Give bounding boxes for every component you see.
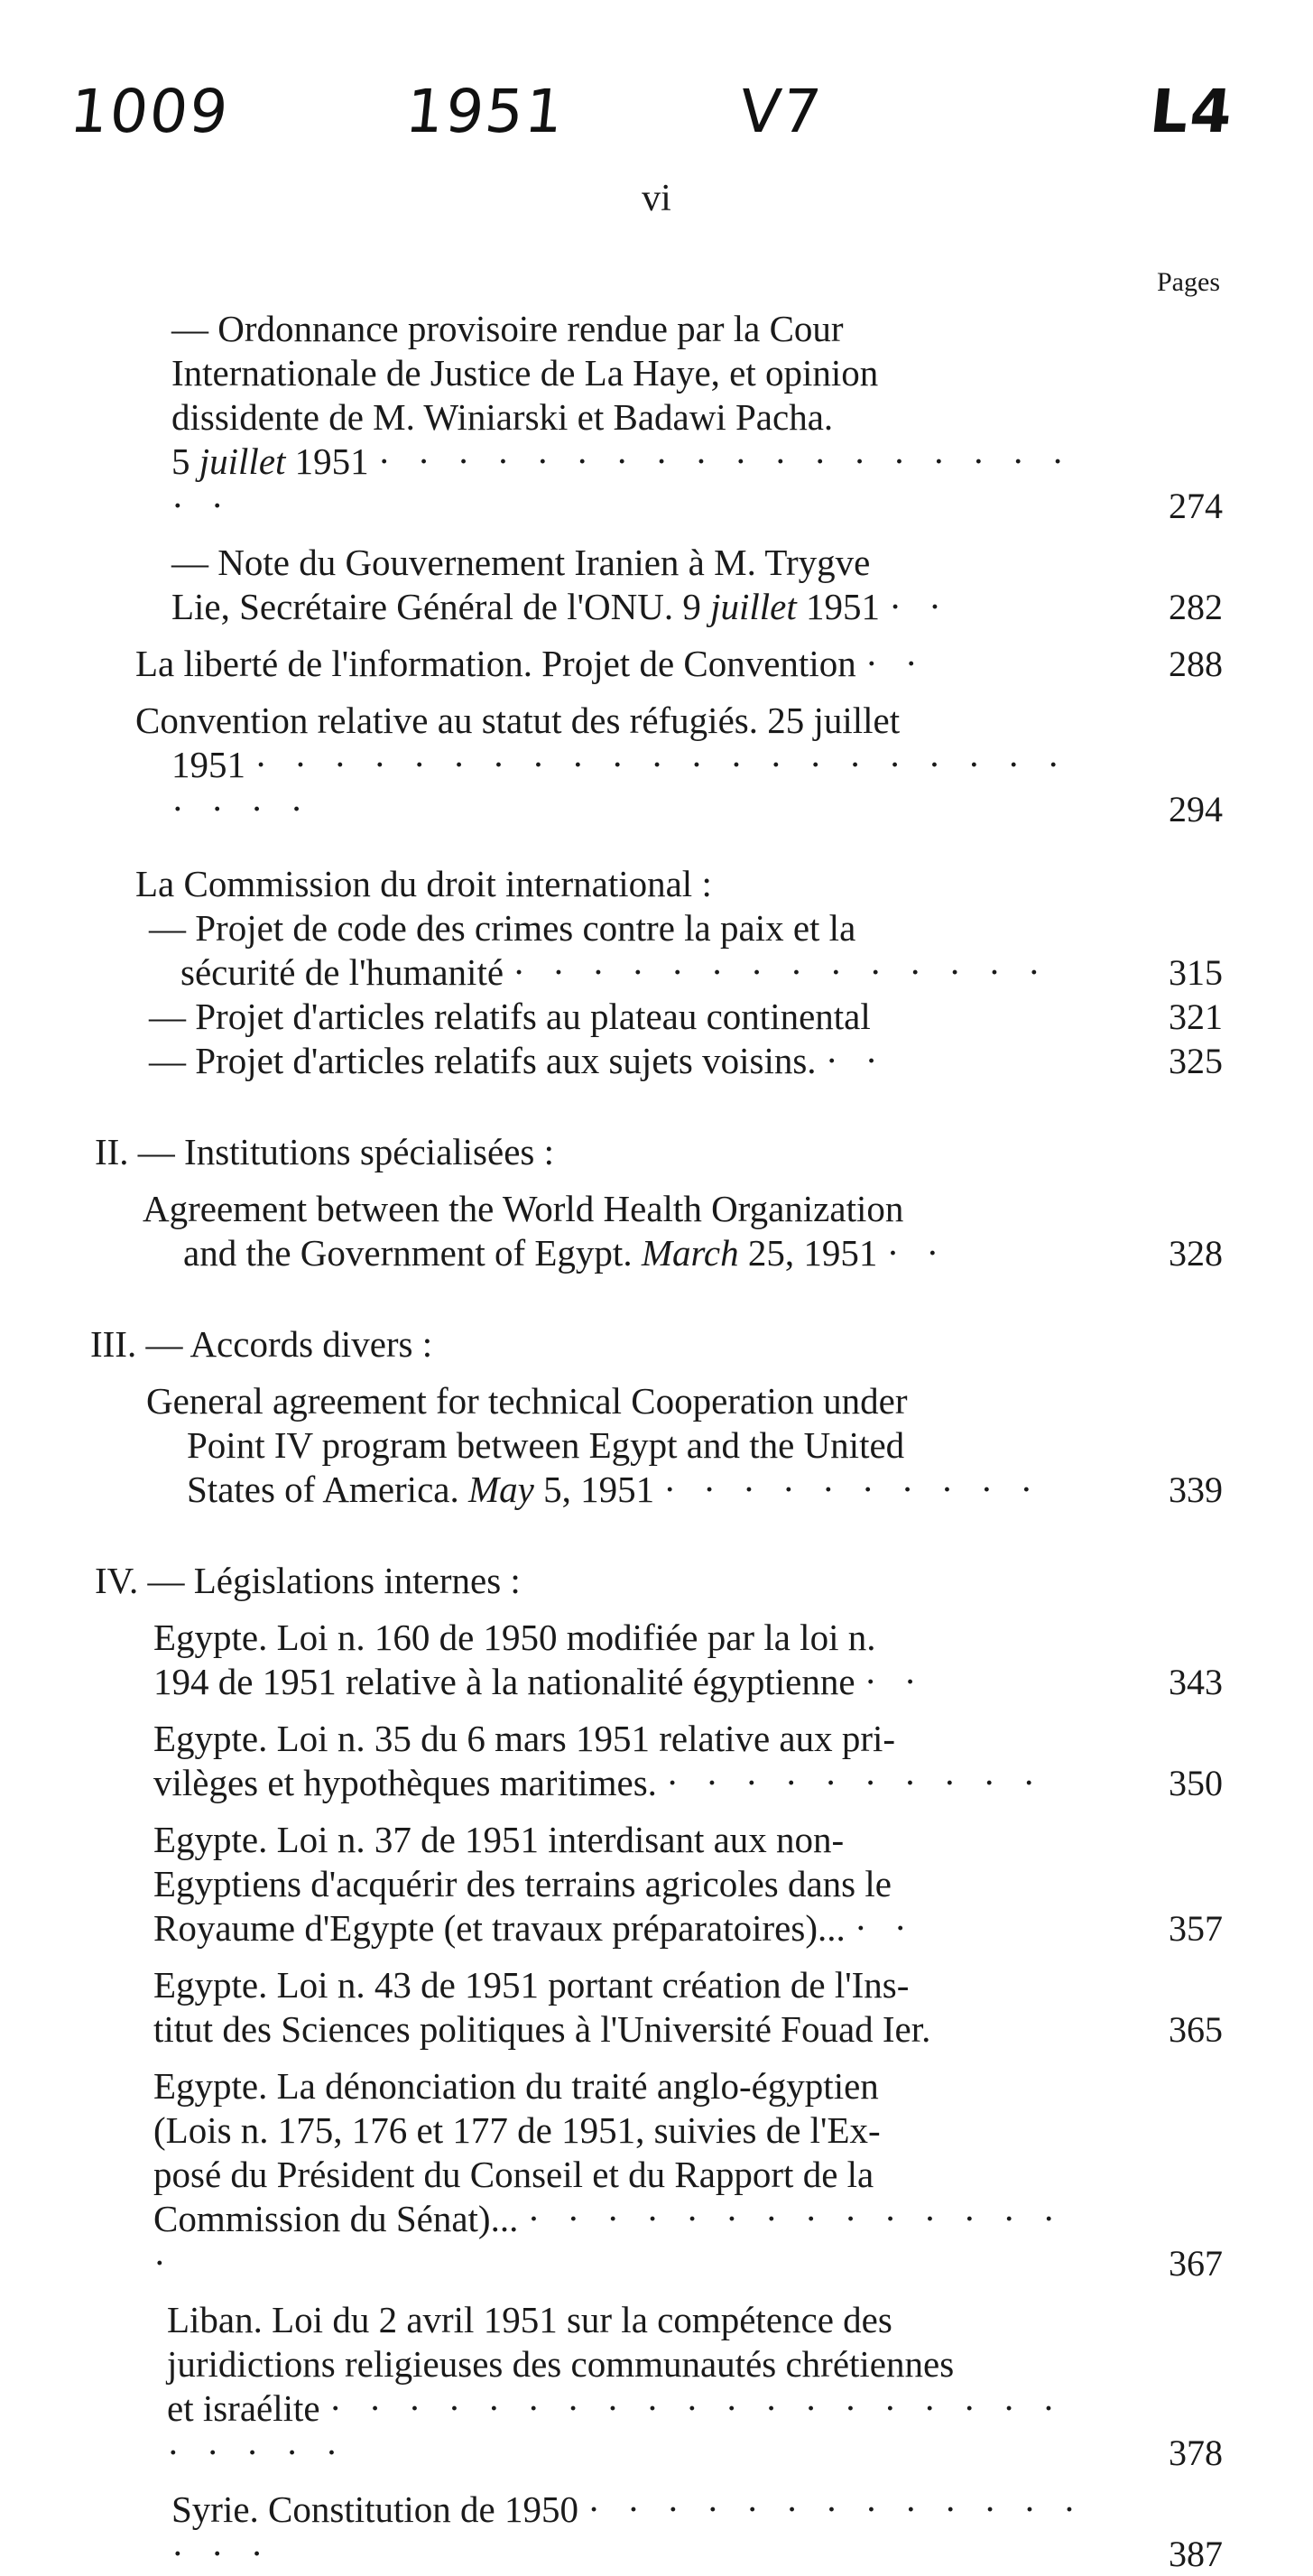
leader-dots: · · [889, 586, 950, 627]
entry-line: — Projet de code des crimes contre la paix et la [149, 907, 856, 949]
entry-text: — Projet d'articles relatifs aux sujets voisins. [149, 1040, 817, 1081]
entry-last-line [135, 743, 1087, 831]
page-number: 288 [1169, 644, 1223, 684]
pages-column-heading: Pages [1157, 267, 1220, 297]
page-number: 294 [1169, 789, 1223, 829]
entry-text: 194 de 1951 relative à la nationalité égyptienne [153, 1661, 855, 1702]
page-number: 321 [1169, 996, 1223, 1037]
entry-date-italic: juillet [199, 440, 286, 482]
entry-last-line [146, 1468, 1087, 1512]
leader-dots: · · · · · · · · · · [666, 1762, 1044, 1803]
leader-dots: · · · · · · · · · · · · · · · · · · · · [171, 440, 1073, 526]
entry-text: 1951 [796, 586, 880, 627]
handwritten-mark-2: 1951 [402, 77, 569, 146]
entry-line: Point IV program between Egypt and the United [187, 1424, 905, 1466]
leader-dots: · · · · · · · · · · · · · · · · [171, 2488, 1085, 2574]
section-heading-text: III. — Accords divers : [90, 1323, 433, 1365]
page-number: 365 [1169, 2009, 1223, 2050]
entry-line: Egyptiens d'acquérir des terrains agricoles dans le [153, 1863, 892, 1904]
entry-date-italic: March [641, 1232, 739, 1274]
entry-text: Lie, Secrétaire Général de l'ONU. 9 [171, 586, 711, 627]
entry-line: Egypte. Loi n. 160 de 1950 modifiée par la loi n. [153, 1617, 876, 1658]
leader-dots: · · [886, 1232, 948, 1274]
entry-line: Convention relative au statut des réfugiés. 25 juillet [135, 700, 901, 741]
leader-dots: · · [825, 1040, 887, 1081]
entry-line: Egypte. Loi n. 43 de 1951 portant création de l'Ins- [153, 1964, 910, 2006]
entry-text: La liberté de l'information. Projet de Convention [135, 643, 856, 684]
entry-line: — Ordonnance provisoire rendue par la Cour [171, 308, 844, 349]
entry-last-line [171, 440, 1087, 528]
leader-dots: · · · · · · · · · · [663, 1469, 1042, 1510]
page-number: 387 [1169, 2534, 1223, 2574]
toc-subheading [135, 862, 1313, 906]
entry-text: 5 [171, 440, 199, 482]
leader-dots: · · · · · · · · · · · · · · · [153, 2198, 1064, 2284]
page-number: 367 [1169, 2243, 1223, 2284]
entry-text: et israélite [167, 2387, 320, 2429]
page-number: 328 [1169, 1233, 1223, 1274]
entry-date-italic: May [467, 1469, 534, 1510]
page-number: 339 [1169, 1469, 1223, 1510]
toc-entry [153, 1963, 1313, 2052]
entry-text: vilèges et hypothèques maritimes. [153, 1762, 657, 1803]
entry-line: — Note du Gouvernement Iranien à M. Trygve [171, 542, 871, 583]
entry-line: posé du Président du Conseil et du Rapport de la [153, 2154, 874, 2195]
leader-dots: · · · · · · · · · · · · · · [513, 951, 1049, 993]
entry-line: General agreement for technical Cooperation under [146, 1380, 908, 1422]
handwritten-mark-3: V7 [735, 77, 827, 146]
entry-text: Commission du Sénat)... [153, 2198, 519, 2239]
leader-dots: · · · · · · · · · · · · · · · · · · · · · · · · [167, 2387, 1064, 2473]
page-number: 315 [1169, 952, 1223, 993]
toc-entry [167, 2298, 1313, 2475]
entry-line: Liban. Loi du 2 avril 1951 sur la compétence des [167, 2299, 892, 2340]
toc-entry [153, 2064, 1313, 2285]
toc-entry [153, 1717, 1313, 1805]
entry-line: Egypte. Loi n. 35 du 6 mars 1951 relative aux pri- [153, 1718, 896, 1759]
toc-entry [149, 995, 1313, 1039]
page-number: 274 [1169, 486, 1223, 526]
handwritten-mark-1: 1009 [66, 77, 234, 146]
entry-last-line [153, 2007, 1087, 2052]
entry-line: dissidente de M. Winiarski et Badawi Pacha. [171, 396, 834, 438]
entry-last-line [153, 1761, 1087, 1805]
entry-text: Royaume d'Egypte (et travaux préparatoires)... [153, 1907, 846, 1949]
entry-last-line [143, 1231, 1087, 1275]
entry-text: titut des Sciences politiques à l'Université Fouad Ier. [153, 2008, 931, 2050]
toc-entry [135, 699, 1313, 831]
toc-entry [171, 307, 1313, 528]
section-heading [95, 1130, 1313, 1174]
entry-last-line [135, 642, 1087, 686]
entry-text: — Projet d'articles relatifs au plateau continental [149, 996, 871, 1037]
toc-entry [171, 541, 1313, 629]
toc-entry [153, 1616, 1313, 1704]
entry-text: and the Government of Egypt. [183, 1232, 642, 1274]
section-heading-text: IV. — Législations internes : [95, 1560, 521, 1601]
entry-text: Syrie. Constitution de 1950 [171, 2488, 578, 2530]
entry-text: 1951 [171, 744, 245, 785]
table-of-contents [0, 307, 1313, 2576]
leader-dots: · · · · · · · · · · · · · · · · · · · · · · · · · [171, 744, 1068, 829]
entry-line: (Lois n. 175, 176 et 177 de 1951, suivies de l'Ex- [153, 2109, 881, 2151]
page-number: 350 [1169, 1763, 1223, 1803]
page-number: 325 [1169, 1041, 1223, 1081]
toc-entry [149, 1039, 1313, 1083]
entry-line: juridictions religieuses des communautés chrétiennes [167, 2343, 955, 2385]
leader-dots: · · [864, 1661, 926, 1702]
entry-last-line [149, 995, 1087, 1039]
page-number: 282 [1169, 587, 1223, 627]
section-heading-text: II. — Institutions spécialisées : [95, 1131, 554, 1172]
entry-last-line [171, 2488, 1087, 2576]
entry-last-line [153, 2197, 1087, 2285]
section-heading [95, 1559, 1313, 1603]
entry-line: Egypte. La dénonciation du traité anglo-égyptien [153, 2065, 879, 2107]
entry-last-line [153, 1660, 1087, 1704]
entry-text: 1951 [285, 440, 369, 482]
page-number: 343 [1169, 1662, 1223, 1702]
entry-date-italic: juillet [710, 586, 797, 627]
toc-entry [153, 1818, 1313, 1951]
entry-last-line [149, 1039, 1087, 1083]
entry-last-line [149, 950, 1087, 995]
toc-entry [171, 2488, 1313, 2576]
toc-entry [149, 906, 1313, 995]
subheading-text: La Commission du droit international : [135, 863, 712, 904]
toc-entry [135, 642, 1313, 686]
entry-text: sécurité de l'humanité [180, 951, 504, 993]
entry-text: 25, 1951 [738, 1232, 878, 1274]
page-number: 378 [1169, 2432, 1223, 2473]
entry-text: States of America. [187, 1469, 468, 1510]
entry-last-line [171, 585, 1087, 629]
section-heading [90, 1322, 1313, 1367]
toc-entry [143, 1187, 1313, 1275]
handwritten-mark-4: L4 [1146, 77, 1238, 146]
entry-text: 5, 1951 [533, 1469, 655, 1510]
toc-entry [146, 1379, 1313, 1512]
page-folio: vi [642, 178, 671, 219]
entry-line: Egypte. Loi n. 37 de 1951 interdisant aux non- [153, 1819, 845, 1860]
leader-dots: · · [865, 643, 927, 684]
leader-dots: · · [854, 1907, 916, 1949]
page-number: 357 [1169, 1908, 1223, 1949]
entry-last-line [167, 2386, 1087, 2475]
entry-line: Internationale de Justice de La Haye, et opinion [171, 352, 879, 394]
entry-line: Agreement between the World Health Organization [143, 1188, 904, 1229]
entry-last-line [153, 1906, 1087, 1951]
